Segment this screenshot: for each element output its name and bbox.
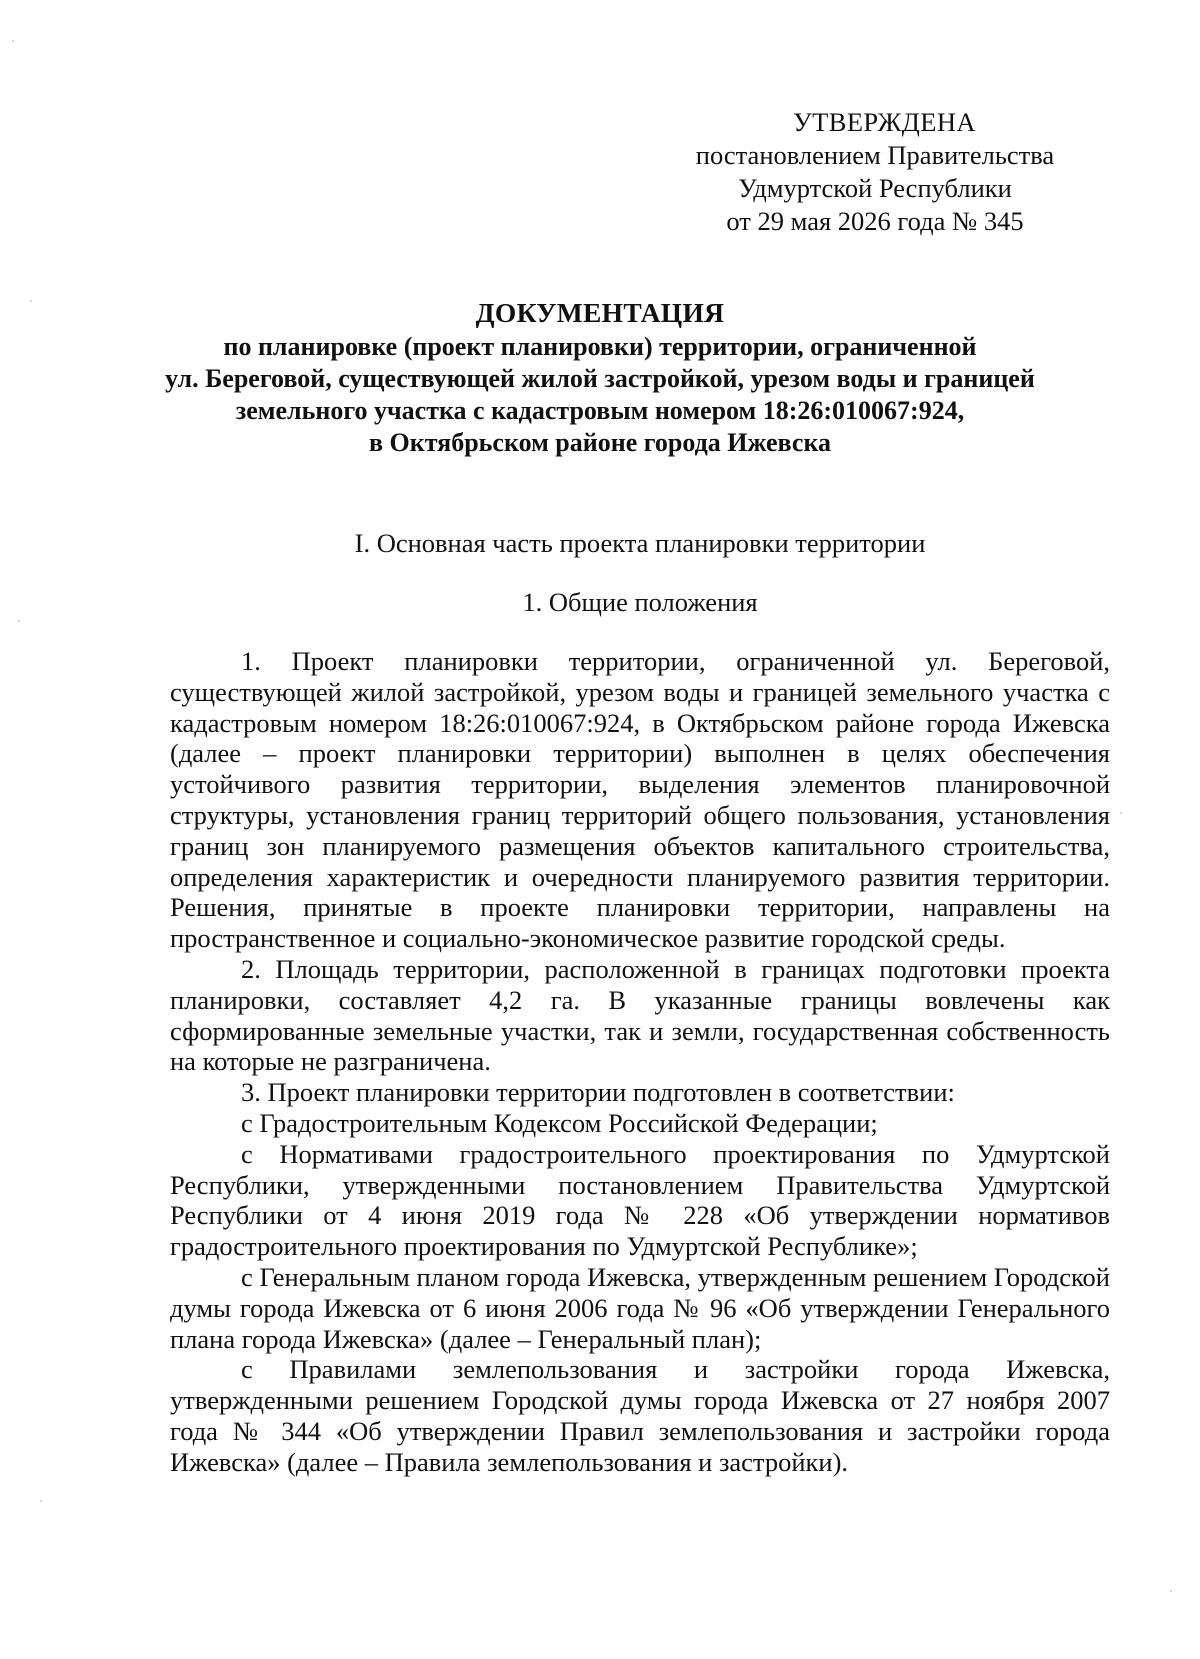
approval-stamp-block: [640, 106, 1110, 238]
subsection-heading: 1. Общие положения: [522, 587, 758, 617]
document-heading: ДОКУМЕНТАЦИЯ: [475, 297, 725, 328]
approval-line-2: Удмуртской Республики: [738, 173, 1012, 203]
paragraph-3: 3. Проект планировки территории подготовлен в соответствии:: [241, 1077, 955, 1108]
approval-word: УТВЕРЖДЕНА: [793, 107, 976, 137]
document-title-block: [130, 297, 1070, 459]
paragraph-2: 2. Площадь территории, расположенной в границах подготовки проекта планировки, составляет 4,2 га. В указанные границы вовлечены как сформированные земельные участки, так и земли, государственная собственность на которые не разграничена.: [170, 953, 1110, 1077]
approval-line-3: от 29 мая 2026 года № 345: [726, 206, 1024, 236]
approval-line-1: постановлением Правительства: [695, 140, 1055, 170]
scan-speck: [30, 300, 32, 302]
title-line-3: земельного участка с кадастровым номером 18:26:010067:924,: [235, 396, 965, 425]
title-line-4: в Октябрьском районе города Ижевска: [368, 428, 832, 457]
list-item-3: с Генеральным планом города Ижевска, утвержденным решением Городской думы города Ижевска от 6 июня 2006 года № 96 «Об утверждении Генерального плана города Ижевска» (далее – Генеральный план);: [170, 1261, 1110, 1354]
list-item-1: с Градостроительным Кодексом Российской Федерации;: [241, 1107, 878, 1138]
title-line-2: ул. Береговой, существующей жилой застройкой, урезом воды и границей: [165, 364, 1035, 393]
section-heading: I. Основная часть проекта планировки территории: [354, 528, 926, 558]
scan-speck: [40, 1500, 42, 1502]
scan-speck: [12, 40, 14, 42]
scan-speck: [1170, 1590, 1172, 1592]
scan-speck: [1120, 812, 1122, 814]
list-item-4: с Правилами землепользования и застройки города Ижевска, утвержденными решением Городской думы города Ижевска от 27 ноября 2007 года № 344 «Об утверждении Правил землепользования и застройки города Ижевска» (далее – Правила землепользования и застройки).: [170, 1354, 1110, 1477]
paragraph-1: 1. Проект планировки территории, ограниченной ул. Береговой, существующей жилой застройкой, урезом воды и границей земельного участка с кадастровым номером 18:26:010067:924, в Октябрьском районе города Ижевска (далее – проект планировки территории) выполнен в целях обеспечения устойчивого развития территории, выделения элементов планировочной структуры, установления границ территорий общего пользования, установления границ зон планируемого размещения объектов капитального строительства, определения характеристик и очередности планируемого развития территории. Решения, принятые в проекте планировки территории, направлены на пространственное и социально-экономическое развитие городской среды.: [170, 646, 1110, 954]
list-item-2: с Нормативами градостроительного проектирования по Удмуртской Республики, утвержденными постановлением Правительства Удмуртской Республики от 4 июня 2019 года № 228 «Об утверждении нормативов градостроительного проектирования по Удмуртской Республике»;: [170, 1138, 1110, 1262]
scan-speck: [18, 620, 20, 622]
document-body: [170, 646, 1110, 1478]
title-line-1: по планировке (проект планировки) территории, ограниченной: [223, 332, 977, 361]
